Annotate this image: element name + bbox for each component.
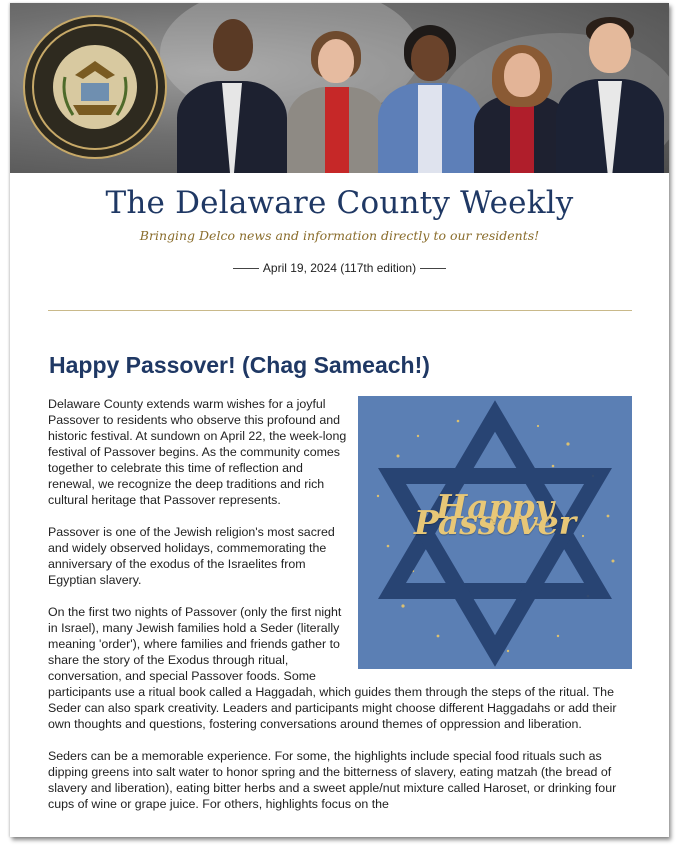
passover-star-image [358, 396, 632, 669]
header-banner [10, 3, 669, 173]
newsletter-tagline: Bringing Delco news and information directly to our residents! [139, 228, 540, 243]
section-divider [48, 310, 632, 311]
divider-dash [420, 268, 446, 269]
council-member-3 [378, 25, 482, 173]
council-member-1 [177, 15, 287, 173]
article-paragraph-4: Seders can be a memorable experience. For some, the highlights include special food rituals such as dipping greens into salt water to honor spring and the bitterness of slavery, eating matzah (the bread of slavery and liberation), eating bitter herbs and a sweet apple/nut mixture called Haroset, or drinking four cups of wine or grape juice. For others, highlights focus on the [48, 749, 617, 811]
image-caption: Happy Passover [413, 487, 577, 542]
edition-line [10, 261, 669, 275]
divider-dash [233, 268, 259, 269]
article-headline: Happy Passover! (Chag Sameach!) [49, 352, 430, 378]
county-seal-icon [23, 15, 167, 159]
edition-date: April 19, 2024 (117th edition) [262, 261, 417, 275]
article-paragraph-1: Delaware County extends warm wishes for a joyful Passover to residents who observe this profound and historic festival. At sundown on April 22, the week-long festival of Passover begins. As the community comes together to celebrate this time of reflection and renewal, we recognize the deep traditions and rich cultural heritage that Passover represents. [48, 397, 347, 507]
newsletter-page [10, 3, 669, 837]
council-member-2 [287, 31, 387, 173]
newsletter-title: The Delaware County Weekly [105, 185, 574, 221]
article-body [48, 396, 632, 828]
article-paragraph-3: On the first two nights of Passover (only the first night in Israel), many Jewish families hold a Seder (literally meaning 'order'), where families and friends gather to share the story of the Exodus through ritual, conversation, and special Passover foods. Some participants use a ritual book called a Haggadah, which guides them through the steps of the ritual. The Seder can also spark creativity. Leaders and participants might choose different Haggadahs or add their own thoughts and questions, fostering conversations around themes of oppression and liberation. [48, 605, 617, 731]
council-member-5 [556, 17, 664, 173]
article-paragraph-2: Passover is one of the Jewish religion's most sacred and widely observed holidays, commemorating the anniversary of the exodus of the Israelites from Egyptian slavery. [48, 525, 335, 587]
